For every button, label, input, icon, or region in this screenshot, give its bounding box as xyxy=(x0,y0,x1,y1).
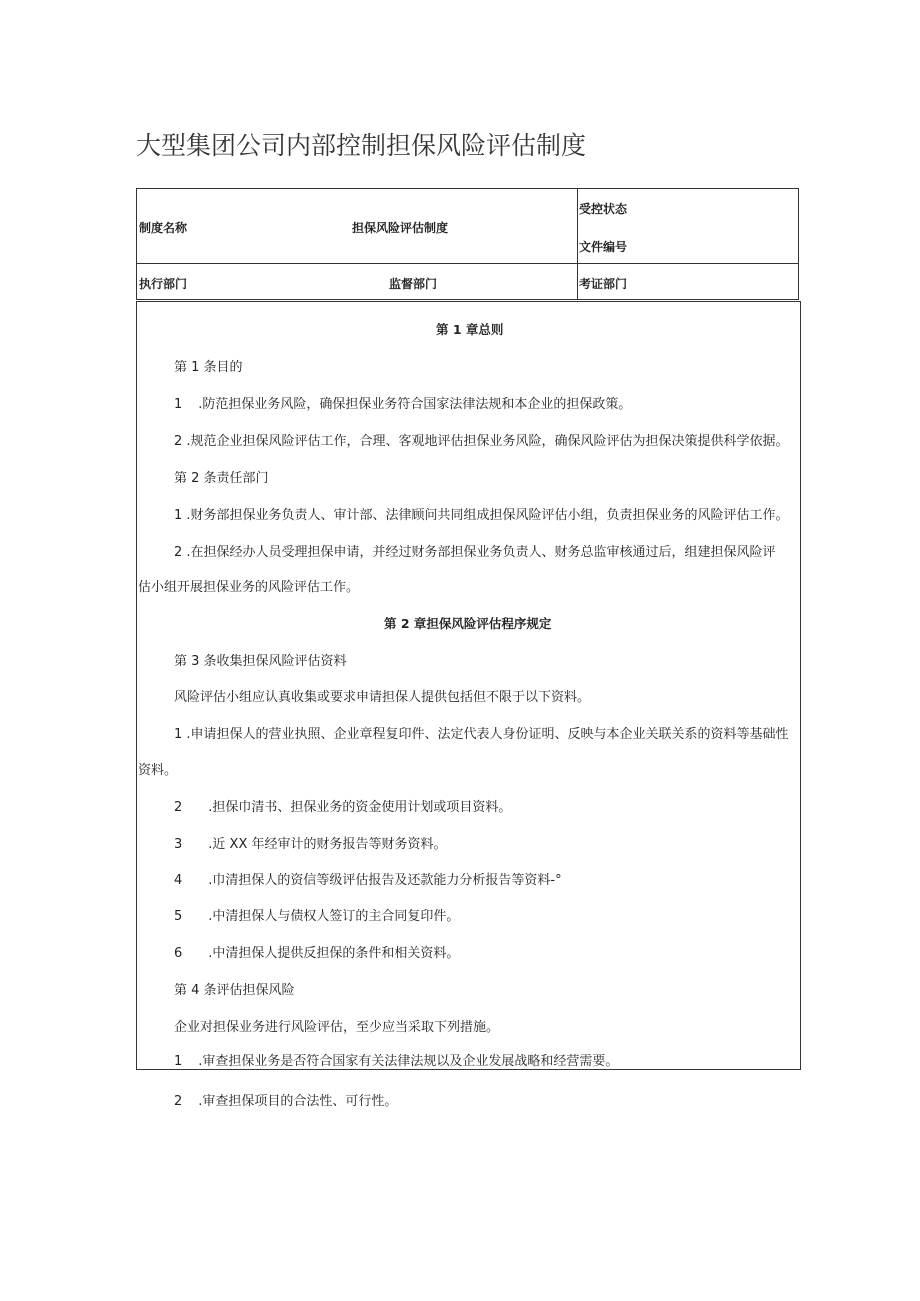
name-value: 担保风险评估制度 xyxy=(352,221,449,235)
item-number: 5 xyxy=(174,909,183,924)
item-number: 1 xyxy=(174,1054,183,1069)
article-3-intro: 风险评估小组应认真收集或要求申请担保人提供包括但不限于以下资料。 xyxy=(174,690,591,705)
list-item xyxy=(174,869,562,888)
item-number: 2 xyxy=(174,1094,183,1109)
list-item-continuation: 估小组开展担保业务的风险评估工作。 xyxy=(138,580,360,595)
item-number: 1 xyxy=(174,397,183,412)
list-item xyxy=(174,1050,618,1069)
item-number: 3 xyxy=(174,837,183,852)
item-text: .巾清担保人的资信等级评估报告及还款能力分析报告等资料-° xyxy=(208,873,562,888)
list-item-continuation: 资料。 xyxy=(138,763,178,778)
exec-dept-label: 执行部门 xyxy=(139,277,188,291)
article-4-intro: 企业对担保业务进行风险评估，至少应当采取下列措施。 xyxy=(174,1020,500,1035)
item-text: .防范担保业务风险，确保担保业务符合国家法律法规和本企业的担保政策。 xyxy=(198,397,632,412)
item-text: .担保巾清书、担保业务的资金使用计划或项目资料。 xyxy=(208,800,512,815)
item-text: .中清担保人与债权人签订的主合同复印件。 xyxy=(208,909,460,924)
item-number: 4 xyxy=(174,873,183,888)
list-item xyxy=(174,905,459,924)
table-divider xyxy=(137,263,798,264)
item-text: .审查担保业务是否符合国家有关法律法规以及企业发展战略和经营需要。 xyxy=(198,1054,619,1069)
item-text: .中清担保人提供反担保的条件和相关资料。 xyxy=(208,946,460,961)
article-1-title: 第 1 条目的 xyxy=(174,360,243,375)
article-3-title: 第 3 条收集担保风险评估资料 xyxy=(174,654,347,669)
document-title: 大型集团公司内部控制担保风险评估制度 xyxy=(136,131,587,160)
article-2-title: 第 2 条责任部门 xyxy=(174,471,269,486)
list-item xyxy=(174,1090,397,1109)
supervise-dept-label: 监督部门 xyxy=(389,277,438,291)
meta-table xyxy=(136,188,799,300)
list-item xyxy=(174,833,447,852)
chapter-1-title: 第 1 章总则 xyxy=(436,322,504,337)
control-status-label: 受控状态 xyxy=(579,202,628,216)
item-text: .近 XX 年经审计的财务报告等财务资料。 xyxy=(208,837,447,852)
file-no-label: 文件编号 xyxy=(579,240,628,254)
list-item xyxy=(174,796,511,815)
list-item xyxy=(174,942,459,961)
chapter-2-title: 第 2 章担保风险评估程序规定 xyxy=(384,616,552,631)
name-label: 制度名称 xyxy=(139,221,188,235)
verify-dept-label: 考证部门 xyxy=(579,277,628,291)
list-item xyxy=(174,393,631,412)
item-number: 2 xyxy=(174,800,183,815)
list-item: 2 .在担保经办人员受理担保申请，并经过财务部担保业务负责人、财务总监审核通过后，组建担保风险评 xyxy=(174,545,776,560)
article-4-title: 第 4 条评估担保风险 xyxy=(174,983,295,998)
list-item: 1 .申请担保人的营业执照、企业章程复印件、法定代表人身份证明、反映与本企业关联关系的资料等基础性 xyxy=(174,727,789,742)
item-number: 6 xyxy=(174,946,183,961)
list-item: 1 .财务部担保业务负责人、审计部、法律顾问共同组成担保风险评估小组，负责担保业务的风险评估工作。 xyxy=(174,508,789,523)
table-divider xyxy=(577,189,578,299)
list-item: 2 .规范企业担保风险评估工作，合理、客观地评估担保业务风险，确保风险评估为担保决策提供科学依据。 xyxy=(174,434,789,449)
item-text: .审查担保项目的合法性、可行性。 xyxy=(198,1094,398,1109)
